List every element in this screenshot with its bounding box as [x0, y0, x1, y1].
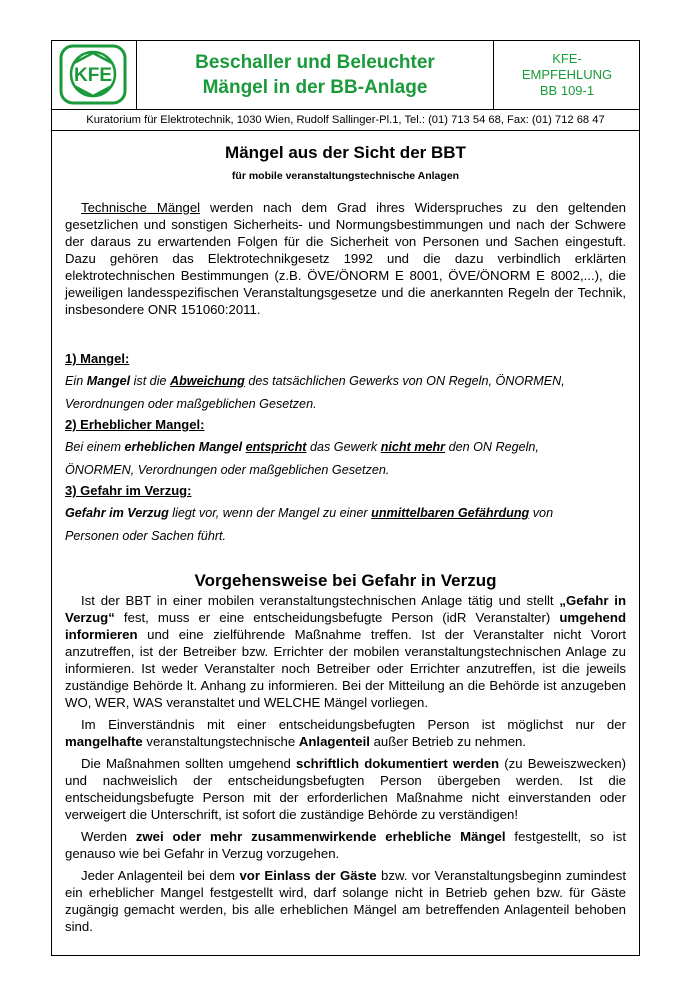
document-frame — [51, 40, 640, 956]
intro-paragraph — [65, 199, 626, 318]
definition-2-line-2: ÖNORMEN, Verordnungen oder maßgeblichen Gesetzen. — [65, 463, 390, 477]
doc-title-line-2: Mängel in der BB-Anlage — [202, 77, 428, 98]
definition-1-line-2: Verordnungen oder maßgeblichen Gesetzen. — [65, 397, 317, 411]
procedure-paragraph-2: Im Einverständnis mit einer entscheidungsbefugten Person ist möglichst nur der mangelhafte veranstaltungstechnische Anlagenteil außer Betrieb zu nehmen. — [65, 717, 626, 749]
definition-heading-2: 2) Erheblicher Mangel: — [65, 417, 205, 432]
header — [52, 41, 639, 110]
intro-text: werden nach dem Grad ihres Widerspruches zu den geltenden gesetzlichen und sonstigen Sicherheits- und Normungsbestimmungen und nach der Schwere der daraus zu erwartenden Folgen für die Sicherheit von Personen und Sachen eingestuft. Dazu gehören das Elektrotechnikgesetz 1992 und die dazu verbindlich erklärten elektrotechnischen Bestimmungen (z.B. ÖVE/ÖNORM E 8001, ÖVE/ÖNORM E 8002,...), die jeweiligen landesspezifischen Veranstaltungsgesetze und die anerkannten Regeln der Technik, insbesondere ONR 151060:2011. — [65, 200, 626, 317]
doc-title-line-1: Beschaller und Beleuchter — [195, 52, 435, 73]
section-title: Mängel aus der Sicht der BBT — [225, 143, 466, 162]
address-row: Kuratorium für Elektrotechnik, 1030 Wien, Rudolf Sallinger-Pl.1, Tel.: (01) 713 54 68, Fax: (01) 712 68 47 — [52, 110, 639, 131]
code-line-2: EMPFEHLUNG — [521, 67, 613, 82]
code-line-1: KFE- — [552, 51, 582, 66]
definition-3-line-1: Gefahr im Verzug liegt vor, wenn der Mangel zu einer unmittelbaren Gefährdung von — [65, 506, 554, 520]
content — [65, 141, 626, 935]
definition-1-line-1: Ein Mangel ist die Abweichung des tatsächlichen Gewerks von ON Regeln, ÖNORMEN, — [65, 374, 565, 388]
code-cell — [493, 41, 640, 109]
logo-cell — [52, 41, 137, 109]
title-cell — [137, 41, 493, 109]
definition-2-line-1: Bei einem erheblichen Mangel entspricht das Gewerk nicht mehr den ON Regeln, — [65, 440, 539, 454]
procedure-paragraph-1: Ist der BBT in einer mobilen veranstaltungstechnischen Anlage tätig und stellt „Gefahr in Verzug“ fest, muss er eine entscheidungsbefugte Person (idR Veranstalter) umgehend informieren und eine zielführende Maßnahme treffen. Ist der Veranstalter nicht Vorort anzutreffen, ist der Betreiber bzw. Errichter der mobilen veranstaltungstechnischen Anlage zu informieren. Ist weder Veranstalter noch Betreiber oder Errichter anzutreffen, ist die jeweils zuständige Behörde lt. Anhang zu informieren. Bei der Mitteilung an die Behörde ist anzugeben WO, WER, WAS veranstaltet und WELCHE Mängel vorliegen. — [65, 593, 626, 710]
intro-underlined: Technische Mängel — [81, 200, 201, 215]
code-line-3: BB 109-1 — [539, 83, 595, 98]
procedure-paragraph-4: Werden zwei oder mehr zusammenwirkende erhebliche Mängel festgestellt, so ist genauso wie bei Gefahr in Verzug vorzugehen. — [65, 829, 626, 861]
kfe-logo — [52, 41, 136, 109]
section2-title: Vorgehensweise bei Gefahr in Verzug — [194, 571, 497, 590]
section-subtitle: für mobile veranstaltungstechnische Anlagen — [231, 170, 460, 182]
procedure-paragraph-5: Jeder Anlagenteil bei dem vor Einlass der Gäste bzw. vor Veranstaltungsbeginn zumindest ein erheblicher Mangel festgestellt wird, darf solange nicht in Betrieb gehen bzw. für Gäste zugängig gemacht werden, bis alle erheblichen Mängel am betreffenden Anlagenteil behoben sind. — [65, 868, 626, 934]
definition-heading-1: 1) Mangel: — [65, 351, 130, 366]
procedure-paragraph-3: Die Maßnahmen sollten umgehend schriftlich dokumentiert werden (zu Beweiszwecken) und nachweislich der entscheidungsbefugten Person übergeben werden. Ist die entscheidungsbefugte Person mit der erforderlichen Maßnahme nicht einverstanden oder verweigert die Unterschrift, ist sofort die zuständige Behörde zu verständigen! — [65, 756, 626, 822]
logo-text: KFE — [74, 65, 112, 86]
definition-heading-3: 3) Gefahr im Verzug: — [65, 483, 192, 498]
definition-3-line-2: Personen oder Sachen führt. — [65, 529, 227, 543]
